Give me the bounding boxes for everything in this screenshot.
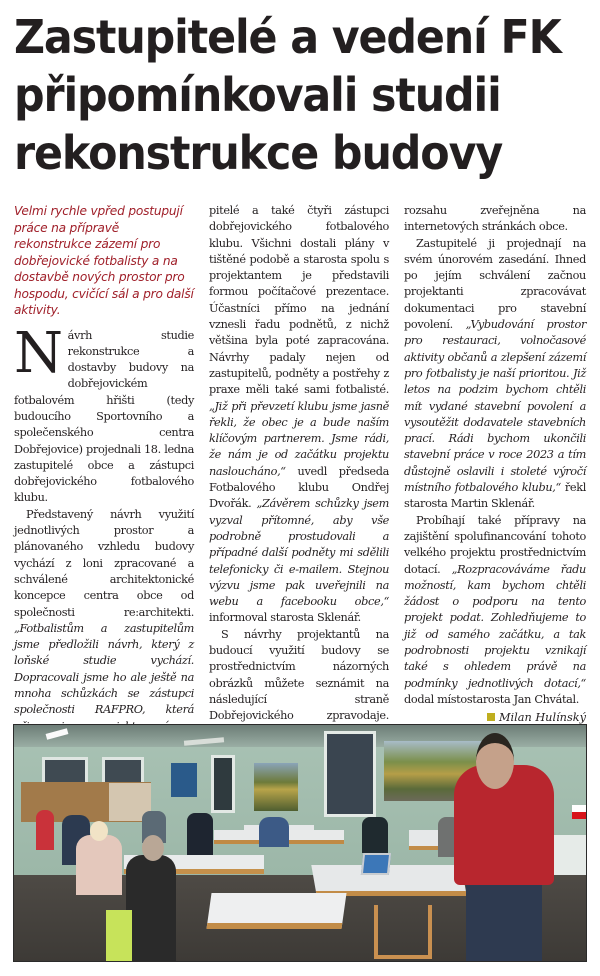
paragraph-text: Zastupitelé ji projednají na svém únorovém zasedání. Ihned po jejím schválení začnou projektanti zpracovávat dokumentaci pro stavební povolení. [404, 236, 586, 332]
paragraph-text: informoval starosta Sklenář. [209, 611, 361, 625]
paragraph-text: pitelé a také čtyři zástupci dobřejovického fotbalového klubu. Všichni dostali plány v tištěné podobě a starosta spolu s projektantem je představili formou počítačové prezentace. Účastníci přímo na jednání vznesli řadu podnětů, z nichž většina byla poté zapracována. Návrhy padaly nejen od zastupitelů, podněty a postřehy z praxe měli také sami fotbalisté. [209, 204, 389, 397]
paragraph-text: Představený návrh využití jednotlivých prostor a plánovaného vzhledu budovy vychází z loni zpracované a schválené architektonické koncepce centra obce od společnosti re:architekti. [14, 507, 194, 619]
quote-text: „Již při převzetí klubu jsme jasně řekli, že obec je a bude naším klíčovým partnerem. Jsme rádi, že nám je od začátku projektu nasloucháno,“ [209, 399, 389, 478]
photo-czech-flag [572, 805, 586, 819]
headline-line: Zastupitelé a vedení FK [14, 10, 561, 64]
article-photo [13, 724, 587, 962]
photo-aerial-poster [254, 763, 298, 811]
photo-person [362, 817, 388, 853]
byline-square-icon [487, 713, 495, 721]
article-paragraph [404, 236, 586, 513]
article-paragraph [404, 203, 586, 236]
photo-standing-man-legs [466, 883, 542, 961]
article-paragraph [209, 203, 389, 627]
photo-window [211, 755, 235, 813]
author-name: Milan Hulínský [498, 711, 586, 725]
quote-text: „Vybudování prostor pro restauraci, volnočasové aktivity občanů a zlepšení zázemí pro fotbalisty je naší prioritou. Již letos na podzim bychom chtěli mít vydané stavební povolení a vysoutěžit dodavatele stavebních prací. Rádi bychom ukončili stavební práce v roce 2023 a tím důstojně oslavili i stoleté výročí místního fotbalového klubu,“ [404, 318, 586, 495]
photo-person-head [142, 835, 164, 861]
photo-radiator [554, 835, 586, 875]
article-column-1 [14, 203, 194, 800]
paragraph-text: ávrh studie rekonstrukce a dostavby budovy na dobřejovickém fotbalovém hřišti (tedy budoucího Sportovního a společenského centra Dobřejovice) projednali 18. ledna zastupitelé obce a zástupci dobřejovického fotbalového klubu. [14, 328, 194, 505]
paragraph-text: rozsahu zveřejněna na internetových stránkách obce. [404, 204, 586, 234]
paragraph-text: uvedl předseda Fotbalového klubu Ondřej Dvořák. [209, 464, 389, 511]
paragraph-text: S návrhy projektantů na budoucí využití budovy se prostřednictvím názorných obrázků můžete seznámit na následující straně Dobřejovického zpravodaje. [209, 627, 389, 723]
article-paragraph [404, 513, 586, 709]
drop-cap: N [14, 320, 63, 386]
photo-person [259, 817, 289, 847]
quote-text: „Rozpracováváme řadu možností, kam bychom chtěli žádost o podporu na tento projekt podat. Zohledňujeme to již od samého začátku, a tak podrobnosti projektu vznikají také s ohledem právě na podmínky jednotlivých dotací,“ [404, 562, 586, 690]
article-body [14, 203, 586, 725]
photo-standing-man-head [476, 733, 514, 789]
photo-window [324, 731, 376, 817]
quote-text: „Závěrem schůzky jsem vyzval přítomné, aby vše podrobně prostudovali a případné další podněty mi sdělili telefonicky či e-mailem. Stejnou výzvu jsme pak uveřejnili na webu a facebooku obce,“ [209, 497, 390, 609]
article-column-2 [209, 203, 389, 757]
article-perex: Velmi rychle vpřed postupují práce na přípravě rekonstrukce zázemí pro dobřejovické fotbalisty a na dostavbě nových prostor pro hospodu, cvičící sál a pro další aktivity. [14, 204, 194, 317]
photo-poster [171, 763, 197, 797]
photo-person [187, 813, 213, 859]
quote-text: „Fotbalistům a zastupitelům jsme předložili návrh, který z loňské studie vychází. Dopracovali jsme ho ale ještě na mnoha schůzkách se zástupci společnosti RAFPRO, která [14, 621, 194, 717]
article-column-3 [404, 203, 586, 727]
photo-person [36, 810, 54, 850]
photo-window [102, 757, 144, 785]
photo-person-head [90, 821, 108, 841]
photo-table [206, 893, 346, 929]
photo-window [42, 757, 88, 785]
photo-laptop [361, 853, 391, 875]
photo-person [126, 855, 176, 961]
paragraph-text: Probíhají také přípravy na zajištění spolufinancování tohoto velkého projektu prostřednictvím dotací. [404, 513, 586, 576]
photo-chair [374, 905, 432, 959]
photo-person [76, 835, 122, 895]
paragraph-text: dodal místostarosta Jan Chvátal. [404, 692, 580, 706]
paragraph-text: řekl starosta Martin Sklenář. [404, 481, 586, 511]
headline-line: rekonstrukce budovy [14, 126, 503, 180]
article-paragraph [14, 320, 194, 507]
article-headline [14, 8, 559, 182]
photo-jacket [106, 910, 132, 961]
headline-line: připomínkovali studii [14, 68, 501, 122]
